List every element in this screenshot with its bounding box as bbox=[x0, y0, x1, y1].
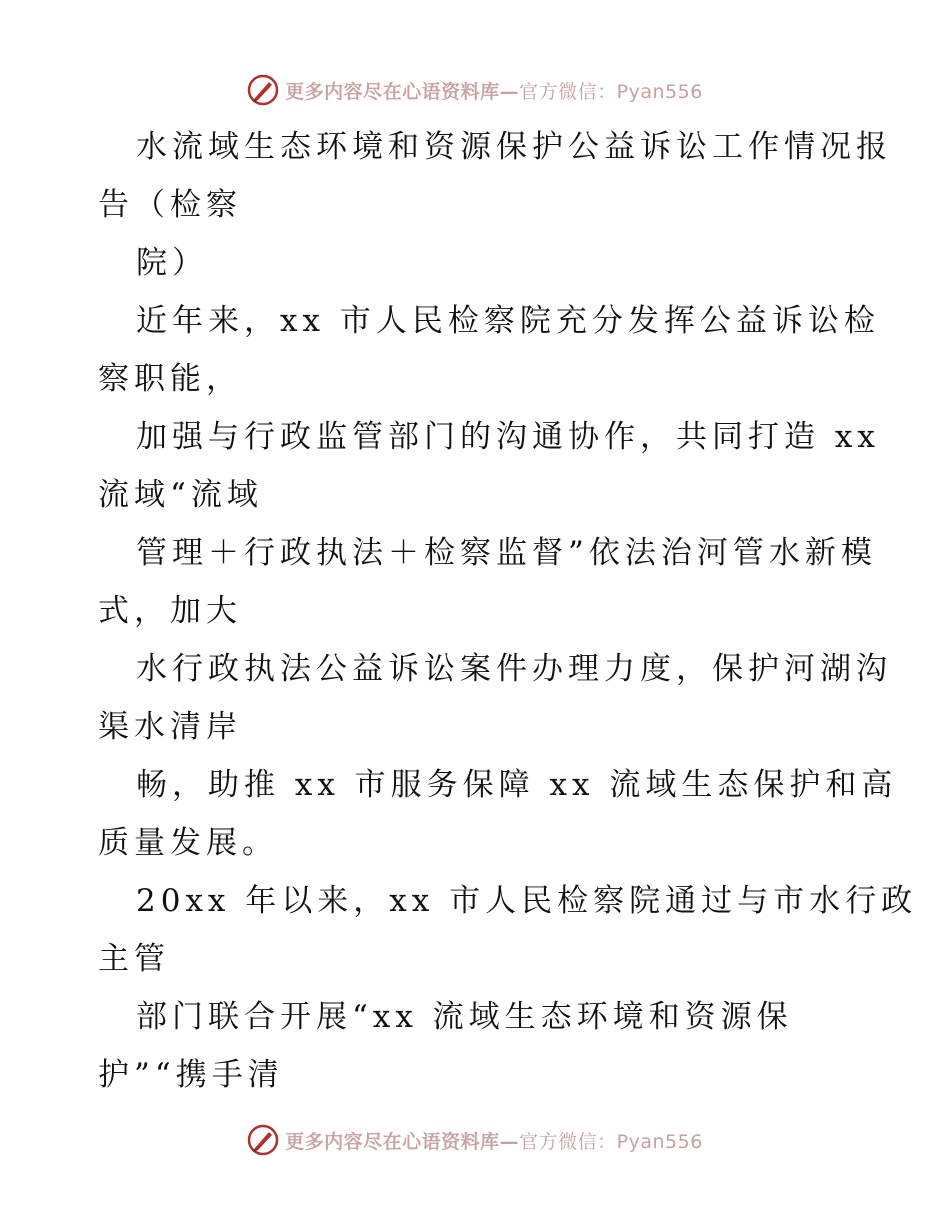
text-line: 渠水清岸 bbox=[98, 709, 242, 745]
text-line: 主管 bbox=[98, 941, 170, 977]
text-line: 20xx 年以来，xx 市人民检察院通过与市水行政 bbox=[136, 883, 918, 919]
watermark-wechat: 官方微信：Pyan556 bbox=[519, 1130, 703, 1153]
text-line: 部门联合开展“xx 流域生态环境和资源保 bbox=[136, 999, 793, 1035]
watermark-brand: 更多内容尽在心语资料库 bbox=[285, 80, 500, 103]
watermark-text bbox=[285, 1127, 703, 1154]
text-line: 水流域生态环境和资源保护公益诉讼工作情况报 bbox=[136, 129, 892, 165]
text-line: 察职能， bbox=[98, 361, 242, 397]
text-line: 院） bbox=[136, 245, 208, 281]
footer-watermark bbox=[0, 1120, 950, 1160]
watermark-separator: — bbox=[499, 1130, 520, 1153]
quill-logo-icon bbox=[247, 1124, 279, 1156]
text-line: 畅，助推 xx 市服务保障 xx 流域生态保护和高 bbox=[136, 767, 898, 803]
header-watermark bbox=[0, 70, 950, 110]
text-line: 近年来，xx 市人民检察院充分发挥公益诉讼检 bbox=[136, 303, 880, 339]
watermark-separator: — bbox=[499, 80, 520, 103]
quill-logo-icon bbox=[247, 74, 279, 106]
document-body bbox=[98, 118, 918, 1104]
text-line: 护”“携手清 bbox=[98, 1057, 284, 1093]
text-line: 质量发展。 bbox=[98, 825, 278, 861]
text-line: 管理＋行政执法＋检察监督”依法治河管水新模 bbox=[136, 535, 877, 571]
text-line: 加强与行政监管部门的沟通协作，共同打造 xx bbox=[136, 419, 880, 455]
watermark-brand: 更多内容尽在心语资料库 bbox=[285, 1130, 500, 1153]
text-line: 流域“流域 bbox=[98, 477, 263, 513]
watermark-text bbox=[285, 77, 703, 104]
watermark-wechat: 官方微信：Pyan556 bbox=[519, 80, 703, 103]
text-line: 告（检察 bbox=[98, 187, 242, 223]
text-line: 水行政执法公益诉讼案件办理力度，保护河湖沟 bbox=[136, 651, 892, 687]
text-line: 式，加大 bbox=[98, 593, 242, 629]
